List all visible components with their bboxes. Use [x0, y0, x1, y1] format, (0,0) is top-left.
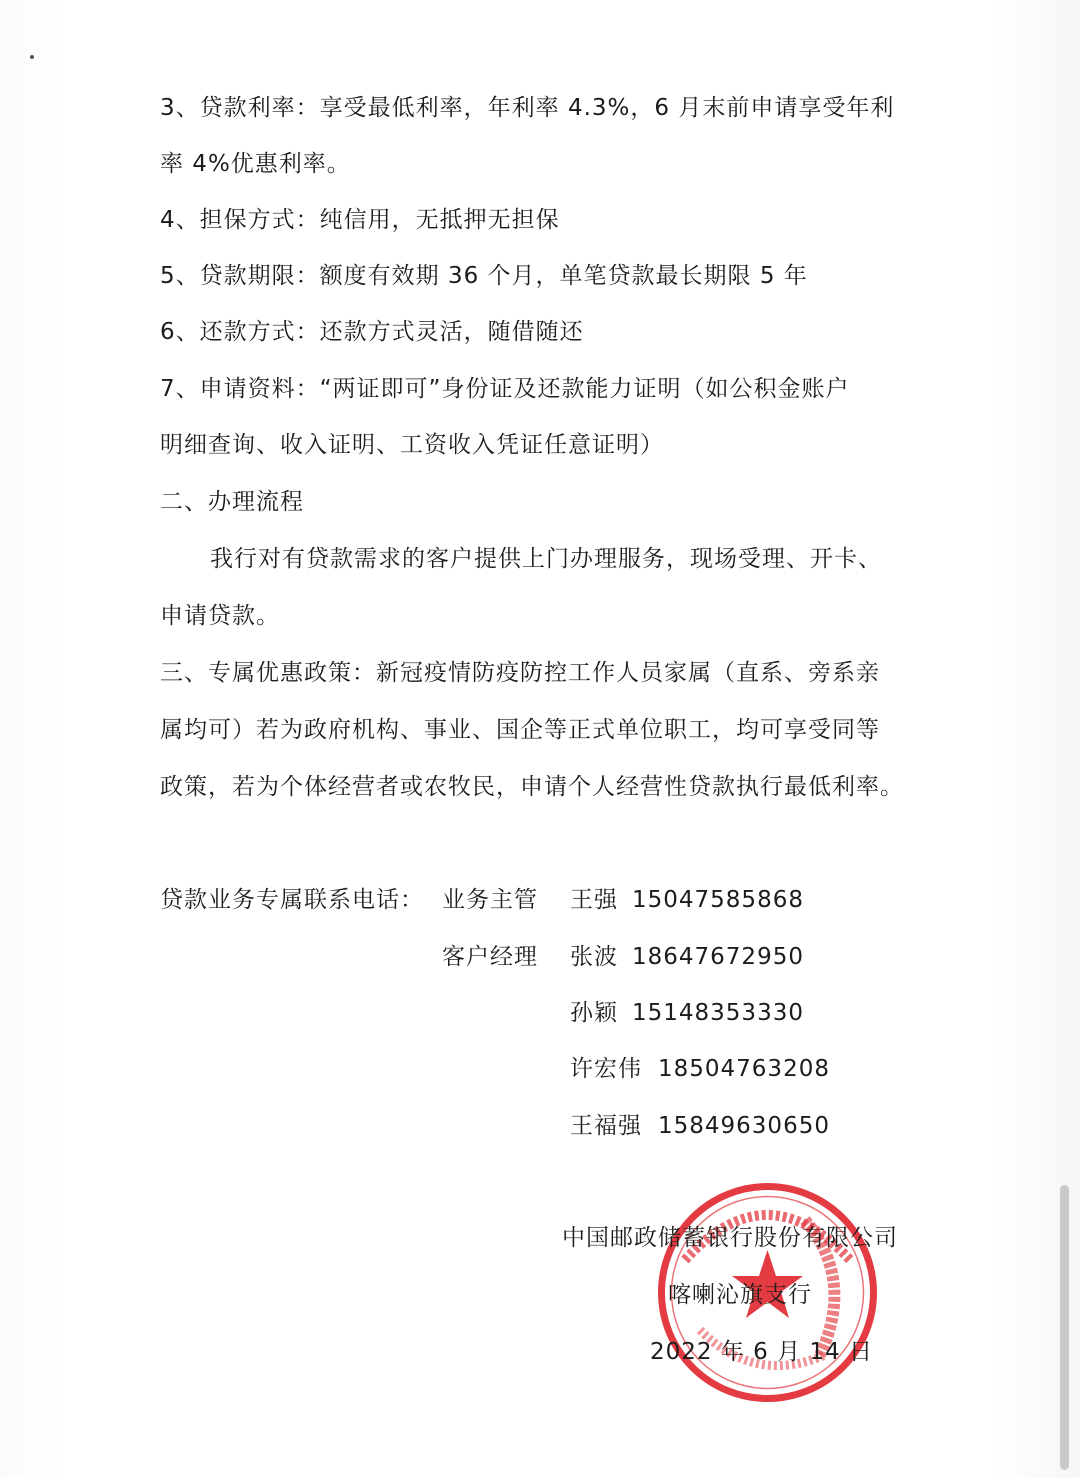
policy-line-2: 属均可）若为政府机构、事业、国企等正式单位职工，均可享受同等: [160, 717, 880, 743]
contact-phone: 18647672950: [632, 944, 804, 970]
contact-name: 张波: [570, 944, 618, 970]
contact-name: 王强: [570, 887, 618, 913]
contact-phone: 15047585868: [632, 887, 804, 913]
signature-organization: 中国邮政储蓄银行股份有限公司: [562, 1225, 898, 1251]
contact-phone: 15849630650: [658, 1113, 830, 1139]
contact-name: 王福强: [570, 1113, 642, 1139]
signature-date: 2022 年 6 月 14 日: [650, 1339, 873, 1365]
guarantee-line: 4、担保方式：纯信用，无抵押无担保: [160, 207, 560, 233]
loan-term-line: 5、贷款期限：额度有效期 36 个月，单笔贷款最长期限 5 年: [160, 263, 808, 289]
process-heading: 二、办理流程: [160, 489, 304, 515]
contact-name: 许宏伟: [570, 1056, 642, 1082]
materials-line-2: 明细查询、收入证明、工资收入凭证任意证明）: [160, 432, 664, 458]
policy-line-3: 政策，若为个体经营者或农牧民，申请个人经营性贷款执行最低利率。: [160, 774, 904, 800]
role-supervisor: 业务主管: [442, 887, 538, 913]
materials-line-1: 7、申请资料：“两证即可”身份证及还款能力证明（如公积金账户: [160, 376, 850, 402]
scan-speck: [30, 55, 34, 59]
policy-line-1: 三、专属优惠政策：新冠疫情防疫防控工作人员家属（直系、旁系亲: [160, 660, 880, 686]
contact-phone: 15148353330: [632, 1000, 804, 1026]
repayment-line: 6、还款方式：还款方式灵活，随借随还: [160, 319, 584, 345]
contact-phone: 18504763208: [658, 1056, 830, 1082]
contact-label: 贷款业务专属联系电话：: [160, 887, 424, 913]
loan-rate-line-1: 3、贷款利率：享受最低利率，年利率 4.3%，6 月末前申请享受年利: [160, 95, 895, 121]
role-manager: 客户经理: [442, 944, 538, 970]
process-body-line-2: 申请贷款。: [160, 603, 280, 629]
contact-name: 孙颖: [570, 1000, 618, 1026]
process-body-line-1: 我行对有贷款需求的客户提供上门办理服务，现场受理、开卡、: [210, 546, 882, 572]
vertical-scrollbar[interactable]: [1060, 1185, 1069, 1470]
loan-rate-line-2: 率 4%优惠利率。: [160, 151, 351, 177]
signature-branch: 喀喇沁旗支行: [668, 1282, 812, 1308]
